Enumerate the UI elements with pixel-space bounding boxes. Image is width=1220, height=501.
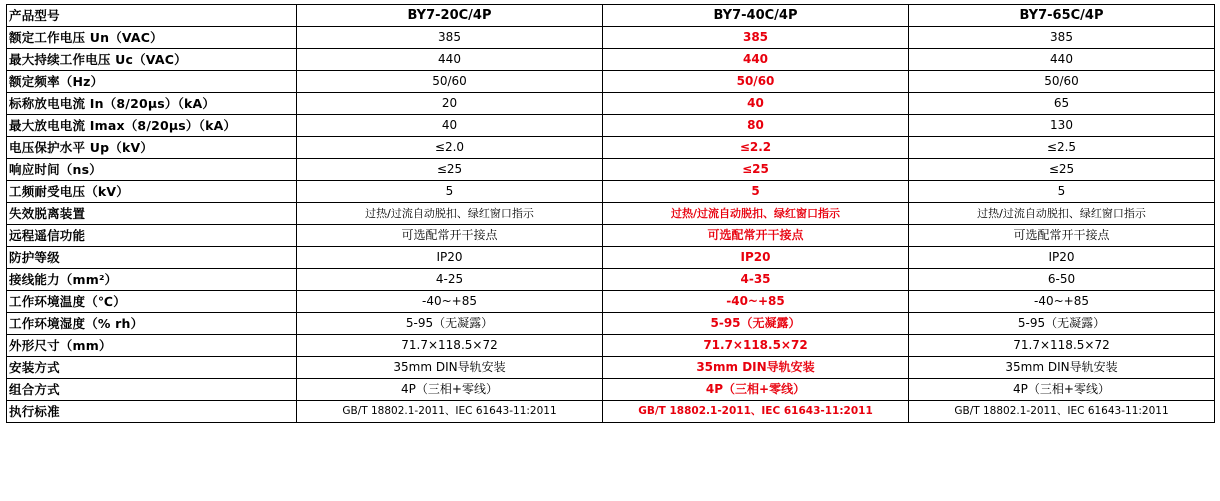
row-value-col-2: 35mm DIN导轨安装 [909, 357, 1215, 379]
table-row [7, 401, 1215, 423]
row-value-col-0: 过热/过流自动脱扣、绿红窗口指示 [297, 203, 603, 225]
table-row [7, 247, 1215, 269]
product-specification-table [6, 4, 1215, 423]
table-row [7, 357, 1215, 379]
table-row [7, 115, 1215, 137]
row-value-col-2: 6-50 [909, 269, 1215, 291]
row-value-col-1: 80 [603, 115, 909, 137]
row-param-label: 额定工作电压 Un（VAC） [7, 27, 297, 49]
row-value-col-2: IP20 [909, 247, 1215, 269]
row-value-col-1: GB/T 18802.1-2011、IEC 61643-11:2011 [603, 401, 909, 423]
row-param-label: 电压保护水平 Up（kV） [7, 137, 297, 159]
row-value-col-0: 4P（三相+零线） [297, 379, 603, 401]
row-value-col-1: 35mm DIN导轨安装 [603, 357, 909, 379]
row-value-col-1: IP20 [603, 247, 909, 269]
row-param-label: 额定频率（Hz） [7, 71, 297, 93]
row-value-col-2: -40~+85 [909, 291, 1215, 313]
table-row [7, 71, 1215, 93]
table-row [7, 379, 1215, 401]
row-param-label: 最大放电电流 Imax（8/20μs）（kA） [7, 115, 297, 137]
row-value-col-1: 5 [603, 181, 909, 203]
table-body [7, 5, 1215, 423]
row-value-col-2: 50/60 [909, 71, 1215, 93]
row-value-col-2: 65 [909, 93, 1215, 115]
row-value-col-2: ≤2.5 [909, 137, 1215, 159]
row-value-col-0: 40 [297, 115, 603, 137]
table-header-row [7, 5, 1215, 27]
table-row [7, 137, 1215, 159]
table-row [7, 225, 1215, 247]
row-param-label: 组合方式 [7, 379, 297, 401]
table-row [7, 203, 1215, 225]
row-value-col-0: IP20 [297, 247, 603, 269]
row-param-label: 远程遥信功能 [7, 225, 297, 247]
table-row [7, 159, 1215, 181]
row-value-col-0: 385 [297, 27, 603, 49]
row-value-col-0: 4-25 [297, 269, 603, 291]
table-row [7, 181, 1215, 203]
row-value-col-1: -40~+85 [603, 291, 909, 313]
row-value-col-1: 40 [603, 93, 909, 115]
header-model-0: BY7-20C/4P [297, 5, 603, 27]
row-value-col-1: 71.7×118.5×72 [603, 335, 909, 357]
row-value-col-1: 4-35 [603, 269, 909, 291]
row-value-col-0: 5-95（无凝露） [297, 313, 603, 335]
row-param-label: 工作环境温度（℃） [7, 291, 297, 313]
table-row [7, 27, 1215, 49]
row-value-col-2: 385 [909, 27, 1215, 49]
row-value-col-2: 5-95（无凝露） [909, 313, 1215, 335]
row-value-col-2: 130 [909, 115, 1215, 137]
row-param-label: 标称放电电流 In（8/20μs）（kA） [7, 93, 297, 115]
row-value-col-1: 440 [603, 49, 909, 71]
table-row [7, 335, 1215, 357]
row-value-col-1: ≤2.2 [603, 137, 909, 159]
row-value-col-2: 4P（三相+零线） [909, 379, 1215, 401]
row-value-col-1: ≤25 [603, 159, 909, 181]
header-model-1: BY7-40C/4P [603, 5, 909, 27]
row-value-col-1: 4P（三相+零线） [603, 379, 909, 401]
row-value-col-2: GB/T 18802.1-2011、IEC 61643-11:2011 [909, 401, 1215, 423]
row-value-col-2: 可选配常开干接点 [909, 225, 1215, 247]
row-value-col-1: 可选配常开干接点 [603, 225, 909, 247]
row-param-label: 失效脱离装置 [7, 203, 297, 225]
row-value-col-1: 5-95（无凝露） [603, 313, 909, 335]
header-model-2: BY7-65C/4P [909, 5, 1215, 27]
table-row [7, 313, 1215, 335]
row-value-col-0: 35mm DIN导轨安装 [297, 357, 603, 379]
table-row [7, 291, 1215, 313]
row-value-col-1: 50/60 [603, 71, 909, 93]
table-row [7, 49, 1215, 71]
row-value-col-0: 50/60 [297, 71, 603, 93]
row-value-col-2: 440 [909, 49, 1215, 71]
row-value-col-2: ≤25 [909, 159, 1215, 181]
row-value-col-0: GB/T 18802.1-2011、IEC 61643-11:2011 [297, 401, 603, 423]
row-param-label: 外形尺寸（mm） [7, 335, 297, 357]
row-value-col-0: 5 [297, 181, 603, 203]
row-value-col-0: 20 [297, 93, 603, 115]
row-value-col-2: 71.7×118.5×72 [909, 335, 1215, 357]
row-value-col-1: 过热/过流自动脱扣、绿红窗口指示 [603, 203, 909, 225]
header-param-label: 产品型号 [7, 5, 297, 27]
row-param-label: 工频耐受电压（kV） [7, 181, 297, 203]
row-param-label: 最大持续工作电压 Uc（VAC） [7, 49, 297, 71]
row-value-col-2: 过热/过流自动脱扣、绿红窗口指示 [909, 203, 1215, 225]
row-param-label: 接线能力（mm²） [7, 269, 297, 291]
row-value-col-0: 可选配常开干接点 [297, 225, 603, 247]
row-value-col-0: -40~+85 [297, 291, 603, 313]
row-param-label: 安装方式 [7, 357, 297, 379]
table-row [7, 93, 1215, 115]
row-value-col-2: 5 [909, 181, 1215, 203]
row-param-label: 执行标准 [7, 401, 297, 423]
table-row [7, 269, 1215, 291]
row-value-col-0: ≤2.0 [297, 137, 603, 159]
row-param-label: 工作环境湿度（% rh） [7, 313, 297, 335]
row-value-col-0: ≤25 [297, 159, 603, 181]
row-param-label: 响应时间（ns） [7, 159, 297, 181]
row-value-col-0: 440 [297, 49, 603, 71]
row-value-col-0: 71.7×118.5×72 [297, 335, 603, 357]
row-param-label: 防护等级 [7, 247, 297, 269]
row-value-col-1: 385 [603, 27, 909, 49]
